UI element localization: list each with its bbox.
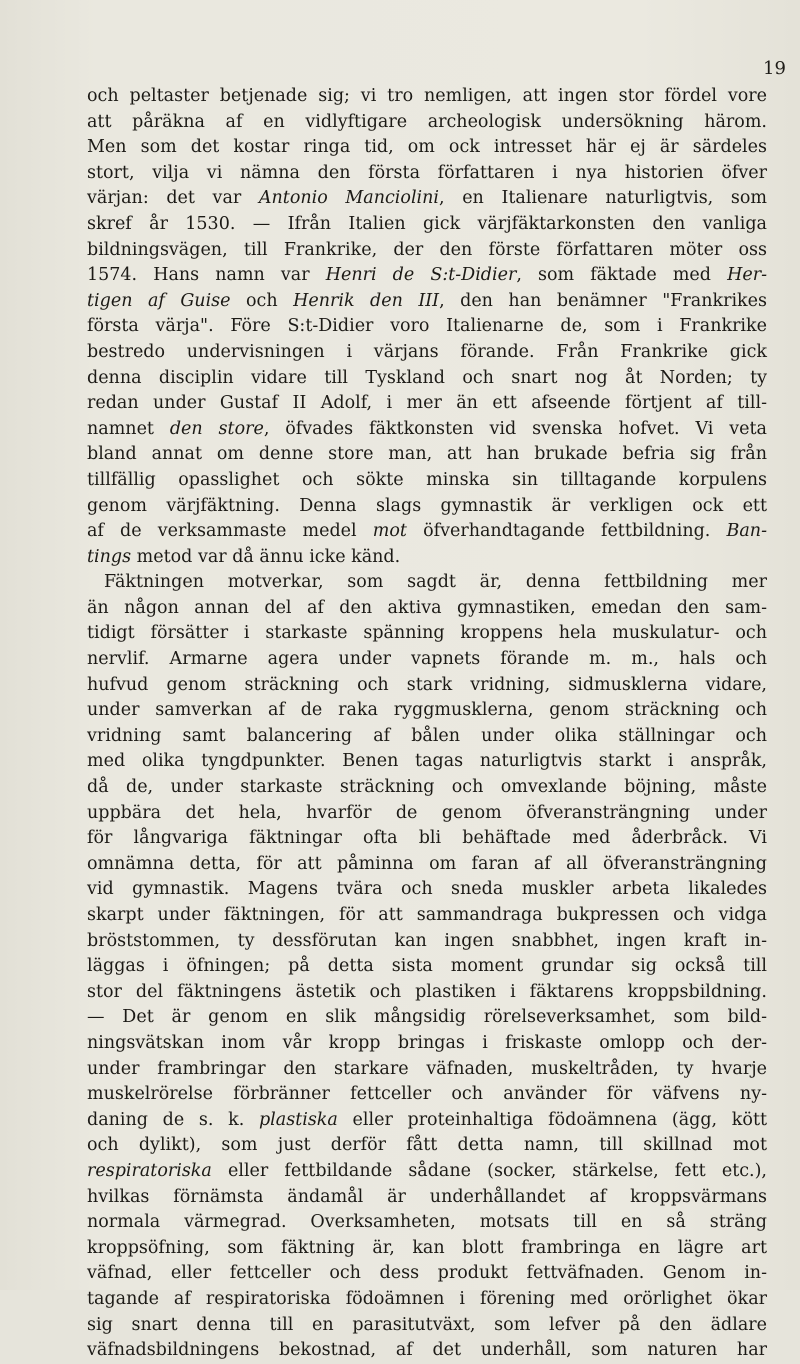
text-line xyxy=(87,263,767,289)
text-line xyxy=(87,1185,767,1211)
text-segment: vid gymnastik. Magens tvära och sneda muskler arbeta likaledes xyxy=(87,879,767,900)
text-segment: skref år 1530. — Ifrån Italien gick värjfäktarkonsten den vanliga xyxy=(87,213,767,234)
italic-text: Her- xyxy=(727,265,767,286)
text-segment: skarpt under fäktningen, för att sammandraga bukpressen och vidga xyxy=(87,905,767,925)
text-segment: , som fäktade med xyxy=(516,265,728,286)
text-line xyxy=(87,903,767,929)
text-line xyxy=(87,519,767,545)
text-line xyxy=(87,1082,767,1108)
text-segment: att påräkna af en vidlyftigare archeologisk undersökning härom. xyxy=(87,111,767,132)
italic-text: Antonio Manciolini xyxy=(258,188,439,209)
text-segment: och peltaster betjenade sig; vi tro nemligen, att ingen stor fördel vore xyxy=(87,86,767,106)
text-line xyxy=(87,724,767,750)
text-segment: och dylikt), som just derför fått detta namn, till skillnad mot xyxy=(87,1135,767,1156)
text-segment: daning de s. k. xyxy=(87,1109,259,1130)
text-line xyxy=(87,442,767,468)
text-line xyxy=(87,1287,767,1313)
text-line xyxy=(87,135,767,161)
text-segment: redan under Gustaf II Adolf, i mer än ett afseende förtjent af till- xyxy=(87,393,767,414)
text-line xyxy=(87,1005,767,1031)
text-segment: namnet xyxy=(87,418,170,439)
text-line xyxy=(87,647,767,673)
text-line xyxy=(87,468,767,494)
text-segment: bildningsvägen, till Frankrike, der den förste författaren möter oss xyxy=(87,239,767,260)
text-segment: , öfvades fäktkonsten vid svenska hofvet. Vi veta xyxy=(263,418,767,439)
text-line xyxy=(87,570,767,596)
text-segment: eller proteinhaltiga födoämnena (ägg, kött xyxy=(337,1109,768,1130)
text-segment: väfnad, eller fettceller och dess produkt fettväfnaden. Genom in- xyxy=(87,1263,767,1284)
text-segment: uppbära det hela, hvarför de genom öfveransträngning under xyxy=(87,802,767,823)
text-line xyxy=(87,1108,767,1134)
text-segment: bland annat om denne store man, att han brukade befria sig från xyxy=(87,444,767,465)
italic-text: Henrik den III xyxy=(293,290,440,311)
text-line xyxy=(87,391,767,417)
text-segment: för långvariga fäktningar ofta bli behäftade med åderbråck. Vi xyxy=(87,828,767,849)
text-segment: stor del fäktningens ästetik och plastiken i fäktarens kroppsbildning. xyxy=(87,981,767,1002)
text-segment: under frambringar den starkare väfnaden, muskeltråden, ty hvarje xyxy=(87,1058,767,1079)
text-segment: väfnadsbildningens bekostnad, af det underhåll, som naturen har xyxy=(87,1340,767,1361)
text-segment: Men som det kostar ringa tid, om ock intresset här ej är särdeles xyxy=(87,137,767,158)
text-line xyxy=(87,1261,767,1287)
text-line xyxy=(87,775,767,801)
text-line xyxy=(87,596,767,622)
text-line xyxy=(87,494,767,520)
italic-text: Ban- xyxy=(726,521,767,542)
text-line xyxy=(87,186,767,212)
text-line xyxy=(87,954,767,980)
text-segment: bröststommen, ty dessförutan kan ingen snabbhet, ingen kraft in- xyxy=(87,930,767,951)
text-line xyxy=(87,340,767,366)
text-segment: metod var då ännu icke känd. xyxy=(131,546,401,567)
text-segment: bestredo undervisningen i värjans förande. Från Frankrike gick xyxy=(87,341,767,362)
text-segment: då de, under starkaste sträckning och omvexlande böjning, måste xyxy=(87,777,767,798)
text-segment: sig snart denna till en parasitutväxt, som lefver på den ädlare xyxy=(87,1314,767,1335)
page-number: 19 xyxy=(763,58,786,79)
text-segment: , en Italienare naturligtvis, som xyxy=(439,188,767,209)
text-line xyxy=(87,980,767,1006)
text-segment: tagande af respiratoriska födoämnen i förening med orörlighet ökar xyxy=(87,1288,767,1309)
text-segment: eller fettbildande sådane (socker, stärkelse, fett etc.), xyxy=(211,1160,767,1181)
text-line xyxy=(87,238,767,264)
text-line xyxy=(87,673,767,699)
italic-text: plastiska xyxy=(258,1109,338,1130)
text-line xyxy=(87,366,767,392)
text-line xyxy=(87,161,767,187)
text-line xyxy=(87,1031,767,1057)
text-segment: nervlif. Armarne agera under vapnets förande m. m., hals och xyxy=(87,649,767,670)
text-segment: kroppsöfning, som fäktning är, kan blott frambringa en lägre art xyxy=(87,1237,767,1258)
text-line xyxy=(87,1338,767,1364)
text-line xyxy=(87,1210,767,1236)
text-segment: tillfällig opasslighet och sökte minska sin tilltagande korpulens xyxy=(87,469,767,490)
text-line xyxy=(87,110,767,136)
text-line xyxy=(87,314,767,340)
text-segment: och xyxy=(230,290,294,311)
text-segment: under samverkan af de raka ryggmusklerna, genom sträckning och xyxy=(87,700,767,721)
italic-text: mot xyxy=(372,521,407,542)
text-segment: värjan: det var xyxy=(87,188,259,209)
text-line xyxy=(87,1133,767,1159)
text-segment: vridning samt balancering af bålen under olika ställningar och xyxy=(87,725,767,746)
text-segment: normala värmegrad. Overksamheten, motsats till en så sträng xyxy=(87,1212,767,1233)
text-segment: Fäktningen motverkar, som sagdt är, denna fettbildning mer xyxy=(104,572,767,593)
text-line xyxy=(87,749,767,775)
italic-text: Henri de S:t-Didier xyxy=(325,265,517,286)
text-line xyxy=(87,212,767,238)
text-line xyxy=(87,852,767,878)
text-segment: tidigt försätter i starkaste spänning kroppens hela muskulatur- och xyxy=(87,623,767,644)
text-line xyxy=(87,84,767,110)
text-segment: stort, vilja vi nämna den första författaren i nya historien öfver xyxy=(87,162,767,183)
text-line xyxy=(87,801,767,827)
text-segment: muskelrörelse förbränner fettceller och använder för väfvens ny- xyxy=(87,1084,767,1105)
text-segment: 1574. Hans namn var xyxy=(87,265,326,286)
text-segment: genom värjfäktning. Denna slags gymnastik är verkligen ock ett xyxy=(87,495,767,516)
text-line xyxy=(87,1313,767,1339)
text-segment: af de verksammaste medel xyxy=(87,521,373,542)
text-line xyxy=(87,698,767,724)
text-line xyxy=(87,621,767,647)
text-line xyxy=(87,1236,767,1262)
italic-text: respiratoriska xyxy=(87,1160,212,1181)
text-segment: ningsvätskan inom vår kropp bringas i friskaste omlopp och der- xyxy=(87,1032,767,1053)
text-line xyxy=(87,929,767,955)
text-segment: omnämna detta, för att påminna om faran af all öfveransträngning xyxy=(87,853,767,874)
text-line xyxy=(87,417,767,443)
body-text xyxy=(87,84,767,1364)
text-segment: hvilkas förnämsta ändamål är underhållandet af kroppsvärmans xyxy=(87,1186,767,1207)
italic-text: tings xyxy=(87,546,132,567)
text-segment: denna disciplin vidare till Tyskland och snart nog åt Norden; ty xyxy=(87,367,767,388)
text-segment: med olika tyngdpunkter. Benen tagas naturligtvis starkt i anspråk, xyxy=(87,751,767,772)
text-line xyxy=(87,826,767,852)
text-segment: — Det är genom en slik mångsidig rörelseverksamhet, som bild- xyxy=(87,1007,767,1028)
text-segment: läggas i öfningen; på detta sista moment grundar sig också till xyxy=(87,956,767,977)
text-segment: första värja". Före S:t-Didier voro Italienarne de, som i Frankrike xyxy=(87,316,767,337)
text-segment: , den han benämner "Frankrikes xyxy=(439,290,767,311)
italic-text: den store xyxy=(169,418,264,439)
text-line xyxy=(87,545,767,571)
italic-text: tigen af Guise xyxy=(87,290,231,311)
text-line xyxy=(87,289,767,315)
text-line xyxy=(87,1159,767,1185)
text-segment: än någon annan del af den aktiva gymnastiken, emedan den sam- xyxy=(87,597,767,618)
text-segment: hufvud genom sträckning och stark vridning, sidmusklerna vidare, xyxy=(87,674,767,695)
text-line xyxy=(87,1057,767,1083)
text-line xyxy=(87,877,767,903)
text-segment: öfverhandtagande fettbildning. xyxy=(406,521,727,542)
